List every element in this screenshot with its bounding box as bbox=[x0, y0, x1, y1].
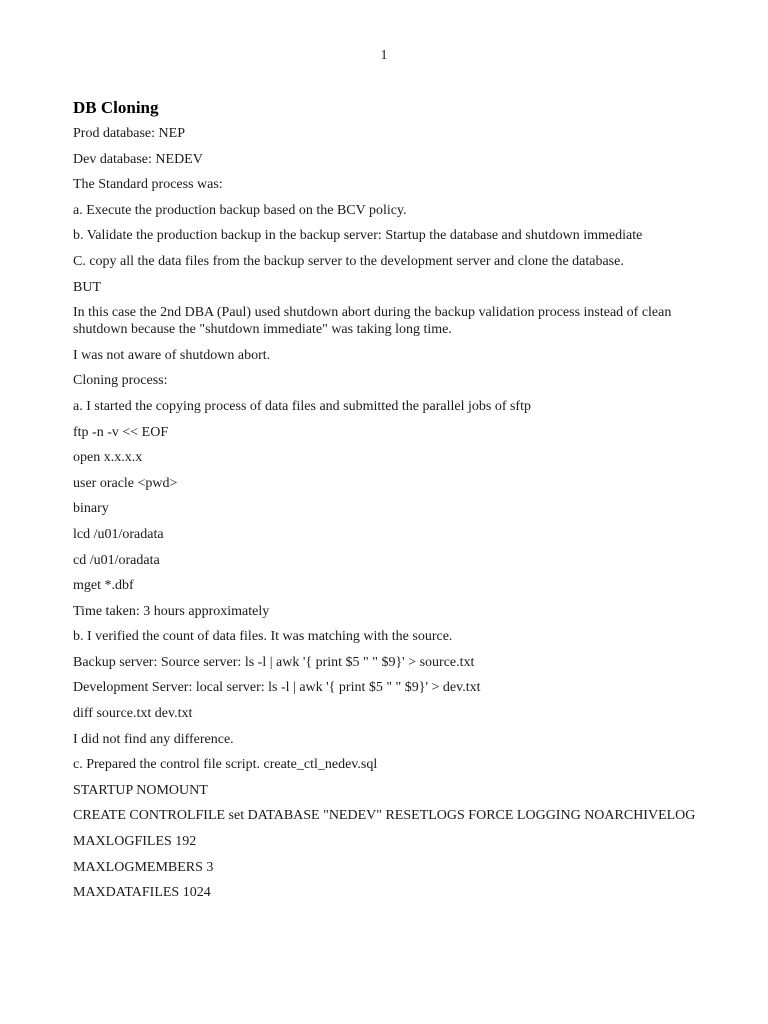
text-line: Prod database: NEP bbox=[73, 126, 185, 141]
text-line: c. Prepared the control file script. create_ctl_nedev.sql bbox=[73, 757, 378, 773]
code-line: MAXDATAFILES 1024 bbox=[73, 885, 211, 901]
text-line: The Standard process was: bbox=[73, 177, 223, 193]
code-line: ftp -n -v << EOF bbox=[73, 424, 169, 440]
text-line: I did not find any difference. bbox=[73, 731, 234, 747]
code-line: diff source.txt dev.txt bbox=[73, 706, 193, 722]
text-line: C. copy all the data files from the backup server to the development server and clone the database. bbox=[73, 253, 624, 269]
text-line: BUT bbox=[73, 279, 101, 295]
code-line: mget *.dbf bbox=[73, 578, 134, 594]
code-line: Backup server: Source server: ls -l | awk '{ print $5 " " $9}' > source.txt bbox=[73, 654, 475, 670]
page-number: 1 bbox=[380, 48, 388, 63]
text-line: a. Execute the production backup based on the BCV policy. bbox=[73, 202, 407, 218]
document-title: DB Cloning bbox=[73, 98, 159, 117]
code-line: open x.x.x.x bbox=[73, 450, 143, 466]
code-line: user oracle <pwd> bbox=[73, 475, 178, 491]
text-line: I was not aware of shutdown abort. bbox=[73, 347, 271, 363]
code-line: MAXLOGFILES 192 bbox=[73, 834, 197, 850]
code-line: lcd /u01/oradata bbox=[73, 526, 164, 542]
text-line: Time taken: 3 hours approximately bbox=[73, 603, 270, 619]
document-body bbox=[73, 97, 703, 901]
text-line: b. Validate the production backup in the backup server: Startup the database and shutdown immediate bbox=[73, 228, 643, 244]
text-line: Dev database: NEDEV bbox=[73, 151, 203, 167]
code-line: Development Server: local server: ls -l | awk '{ print $5 " " $9}' > dev.txt bbox=[73, 680, 481, 696]
text-line: Cloning process: bbox=[73, 373, 168, 389]
text-line: b. I verified the count of data files. It was matching with the source. bbox=[73, 629, 453, 645]
text-paragraph: In this case the 2nd DBA (Paul) used shutdown abort during the backup validation process instead of clean shutdown because the "shutdown immediate" was taking long time. bbox=[73, 305, 672, 338]
text-line: a. I started the copying process of data files and submitted the parallel jobs of sftp bbox=[73, 398, 531, 414]
code-line: cd /u01/oradata bbox=[73, 552, 160, 568]
code-paragraph: CREATE CONTROLFILE set DATABASE "NEDEV" RESETLOGS FORCE LOGGING NOARCHIVELOG bbox=[73, 808, 696, 824]
code-line: binary bbox=[73, 501, 109, 517]
code-line: STARTUP NOMOUNT bbox=[73, 782, 208, 798]
code-line: MAXLOGMEMBERS 3 bbox=[73, 859, 214, 875]
